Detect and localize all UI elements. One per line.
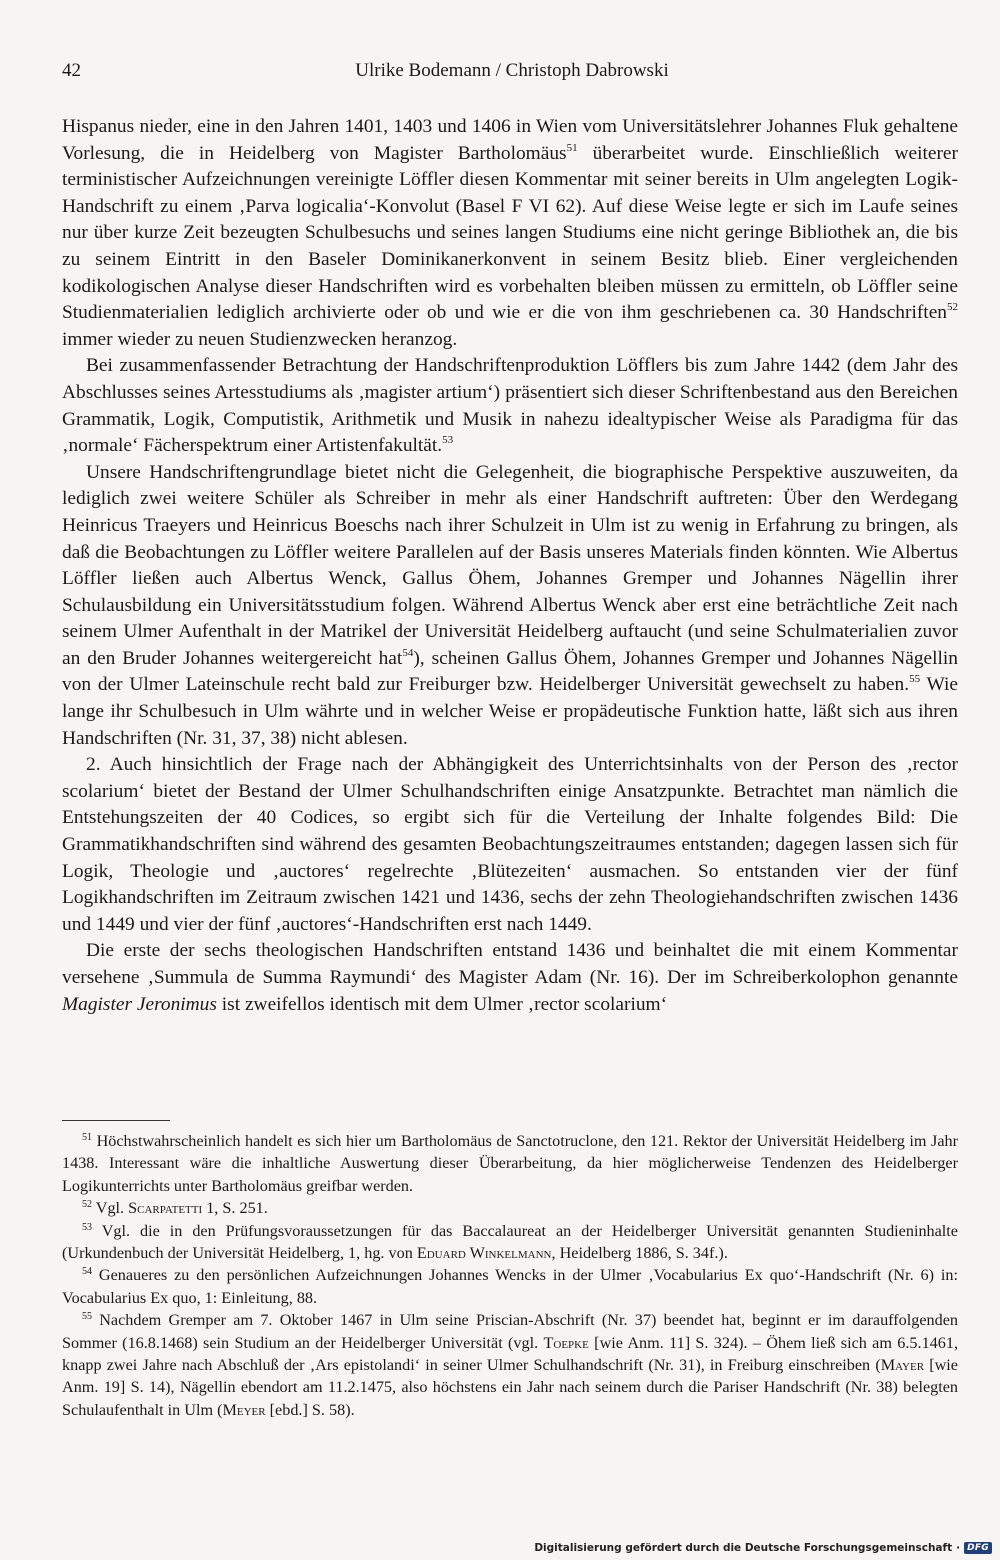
footnote-text: [wie Anm. 19] S. 14), Nägellin ebendort am 11.2.1475, also höchstens ein Jahr nach seinem durch die Pariser Handschrift (Nr. 38) belegten Schulaufenthalt in Ulm ( [62,1356,958,1419]
footnotes [62,1130,958,1421]
footnote-ref: 55 [909,673,921,686]
separator-dot: · [956,1542,961,1554]
author-name: Meyer [222,1400,266,1419]
footnote-ref: 53 [442,434,454,447]
footnote-text: 1, S. 251. [202,1199,268,1218]
paragraph: 2. Auch hinsichtlich der Frage nach der Abhängigkeit des Unterrichtsinhalts von der Person des ‚rector scolarium‘ bietet der Bestand der Ulmer Schulhandschriften einige Ansatzpunkte. Betrachtet man nämlich die Entstehungszeiten der 40 Codices, so ergibt sich für die Verteilung der Inhalte folgendes Bild: Die Grammatikhandschriften sind während des gesamten Beobachtungszeitraumes entstanden; dagegen lassen sich für Logik, Theologie und ‚auctores‘ regelrechte ‚Blütezeiten‘ ausmachen. So entstanden vier der fünf Logikhandschriften im Zeitraum zwischen 1421 und 1436, sechs der zehn Theologiehandschriften zwischen 1436 und 1449 und vier der fünf ‚auctores‘-Handschriften erst nach 1449. [62,754,958,935]
footnote-text: [wie Anm. 11] S. 324). – Öhem ließ sich am 6.5.1461, knapp zwei Jahre nach Abschluß der ‚Ars epistolandi‘ in seiner Ulmer Schulhandschrift (Nr. 31), in Freiburg einschreiben ( [62,1333,958,1375]
text-run: überarbeitet wurde. Einschließlich weiterer terministischer Aufzeichnungen vereinigte Löffler diesen Kommentar mit seiner bereits in Ulm angelegten Logik-Handschrift zu einem ‚Parva logicalia‘-Konvolut (Basel F VI 62). Auf diese Weise legte er sich im Laufe seines nur über kurze Zeit bezeugten Schulbesuchs und seines langen Studiums eine nicht geringe Bibliothek an, die bis zu seinem Eintritt in den Baseler Dominikanerkonvent in seinem Besitz blieb. Einer vergleichenden kodikologischen Analyse dieser Handschriften wird es vorbehalten bleiben müssen zu ermitteln, ob Löffler seine Studienmaterialien lediglich archivierte oder ob und wie er die von ihm geschriebenen ca. 30 Handschriften [62,142,958,324]
footnote-number: 54 [82,1266,92,1278]
footnote [62,1220,958,1265]
footnote-ref: 51 [566,141,578,154]
page-number: 42 [62,60,81,81]
italic-text: Magister Jeronimus [62,993,217,1015]
footnote-ref: 54 [402,646,414,659]
main-text [62,114,958,1018]
footnote [62,1130,958,1197]
text-run: ), scheinen Gallus Öhem, Johannes Gremper und Johannes Nägellin von der Ulmer Lateinschule recht bald zur Freiburger bzw. Heidelberger Universität gewechselt zu haben. [62,647,958,696]
credit-text: Digitalisierung gefördert durch die Deutsche Forschungsgemeinschaft [534,1542,953,1554]
footnote [62,1264,958,1309]
footnote-ref: 52 [947,301,958,314]
page-header [62,60,962,90]
footnote-separator [62,1120,170,1121]
footnote-text: Genaueres zu den persönlichen Aufzeichnungen Johannes Wencks in der Ulmer ‚Vocabularius Ex quo‘-Handschrift (Nr. 6) in: Vocabularius Ex quo, 1: Einleitung, 88. [62,1266,958,1307]
text-run: ist zweifellos identisch mit dem Ulmer ‚rector scolarium‘ [216,993,668,1015]
text-run: Die erste der sechs theologischen Handschriften entstand 1436 und beinhaltet die mit einem Kommentar versehene ‚Summula de Summa Raymundi‘ des Magister Adam (Nr. 16). Der im Schreiberkolophon genannte [62,940,958,988]
paragraph [62,114,958,353]
paragraph [62,938,958,1018]
footnote [62,1197,958,1219]
paragraph [62,353,958,459]
author-name: Scarpatetti [128,1199,203,1218]
text-run: Hispanus nieder, eine in den Jahren 1401, 1403 und 1406 in Wien vom Universitätslehrer Johannes Fluk gehaltene Vorlesung, die in Heidelberg von Magister Bartholomäus [62,116,958,164]
footnote-text: Vgl. die in den Prüfungsvoraussetzungen für das Baccalaureat an der Heidelberger Universität genannten Studieninhalte (Urkundenbuch der Universität Heidelberg, 1, hg. von [62,1221,958,1263]
author-name: Mayer [880,1356,925,1375]
footnote-number: 55 [82,1311,92,1323]
footnote-number: 51 [82,1132,92,1143]
footnote-text: , Heidelberg 1886, S. 34f.). [551,1244,728,1263]
text-run: Unsere Handschriftengrundlage bietet nicht die Gelegenheit, die biographische Perspektive auszuweiten, da lediglich zwei weitere Schüler als Schreiber in mehr als einer Handschrift auftreten: Über den Werdegang Heinricus Traeyers und Heinricus Boeschs nach ihrer Schulzeit in Ulm ist zu wenig in Erfahrung zu bringen, als daß die Beobachtungen zu Löffler weitere Parallelen auf der Basis unseres Materials finden könnten. Wie Albertus Löffler ließen auch Albertus Wenck, Gallus Öhem, Johannes Gremper und Johannes Nägellin ihrer Schulausbildung ein Universitätsstudium folgen. Während Albertus Wenck aber erst eine beträchtliche Zeit nach seinem Ulmer Aufenthalt in der Matrikel der Universität Heidelberg auftaucht (und seine Schulmaterialien zuvor an den Bruder Johannes weitergereicht hat [62,461,958,669]
author-name: Eduard Winkelmann [416,1244,552,1263]
footnote-text: Vgl. [92,1199,129,1218]
footnote [62,1309,958,1421]
text-run: Bei zusammenfassender Betrachtung der Handschriftenproduktion Löfflers bis zum Jahre 1442 (dem Jahr des Abschlusses seines Artesstudiums als ‚magister artium‘) präsentiert sich dieser Schriftenbestand aus den Bereichen Grammatik, Logik, Computistik, Arithmetik und Musik in nahezu idealtypischer Weise als Paradigma für das ‚normale‘ Fächerspektrum einer Artistenfakultät. [62,355,958,457]
digitization-credit [534,1540,992,1556]
author-name: Toepke [543,1333,589,1352]
footnote-number: 52 [82,1199,92,1211]
paragraph [62,460,958,753]
dfg-logo-icon: DFG [964,1542,992,1554]
footnote-text: Nachdem Gremper am 7. Oktober 1467 in Ulm seine Priscian-Abschrift (Nr. 37) beendet hat, beginnt er im darauffolgenden Sommer (16.8.1468) sein Studium an der Heidelberger Universität (vgl. [62,1311,958,1352]
footnote-text: Höchstwahrscheinlich handelt es sich hier um Bartholomäus de Sanctotruclone, den 121. Rektor der Universität Heidelberg im Jahr 1438. Interessant wäre die inhaltliche Auswertung dieser Überarbeitung, da hier möglicherweise Tendenzen des Heidelberger Logikunterrichts unter Bartholomäus greifbar werden. [62,1132,958,1195]
footnote-number: 53 [82,1221,92,1233]
footnote-text: [ebd.] S. 58). [265,1400,355,1419]
text-run: Wie lange ihr Schulbesuch in Ulm währte und in welcher Weise er propädeutische Funktion hatte, läßt sich aus ihren Handschriften (Nr. 31, 37, 38) nicht ablesen. [62,674,958,749]
text-run: immer wieder zu neuen Studienzwecken heranzog. [62,328,458,350]
running-title: Ulrike Bodemann / Christoph Dabrowski [355,60,669,81]
